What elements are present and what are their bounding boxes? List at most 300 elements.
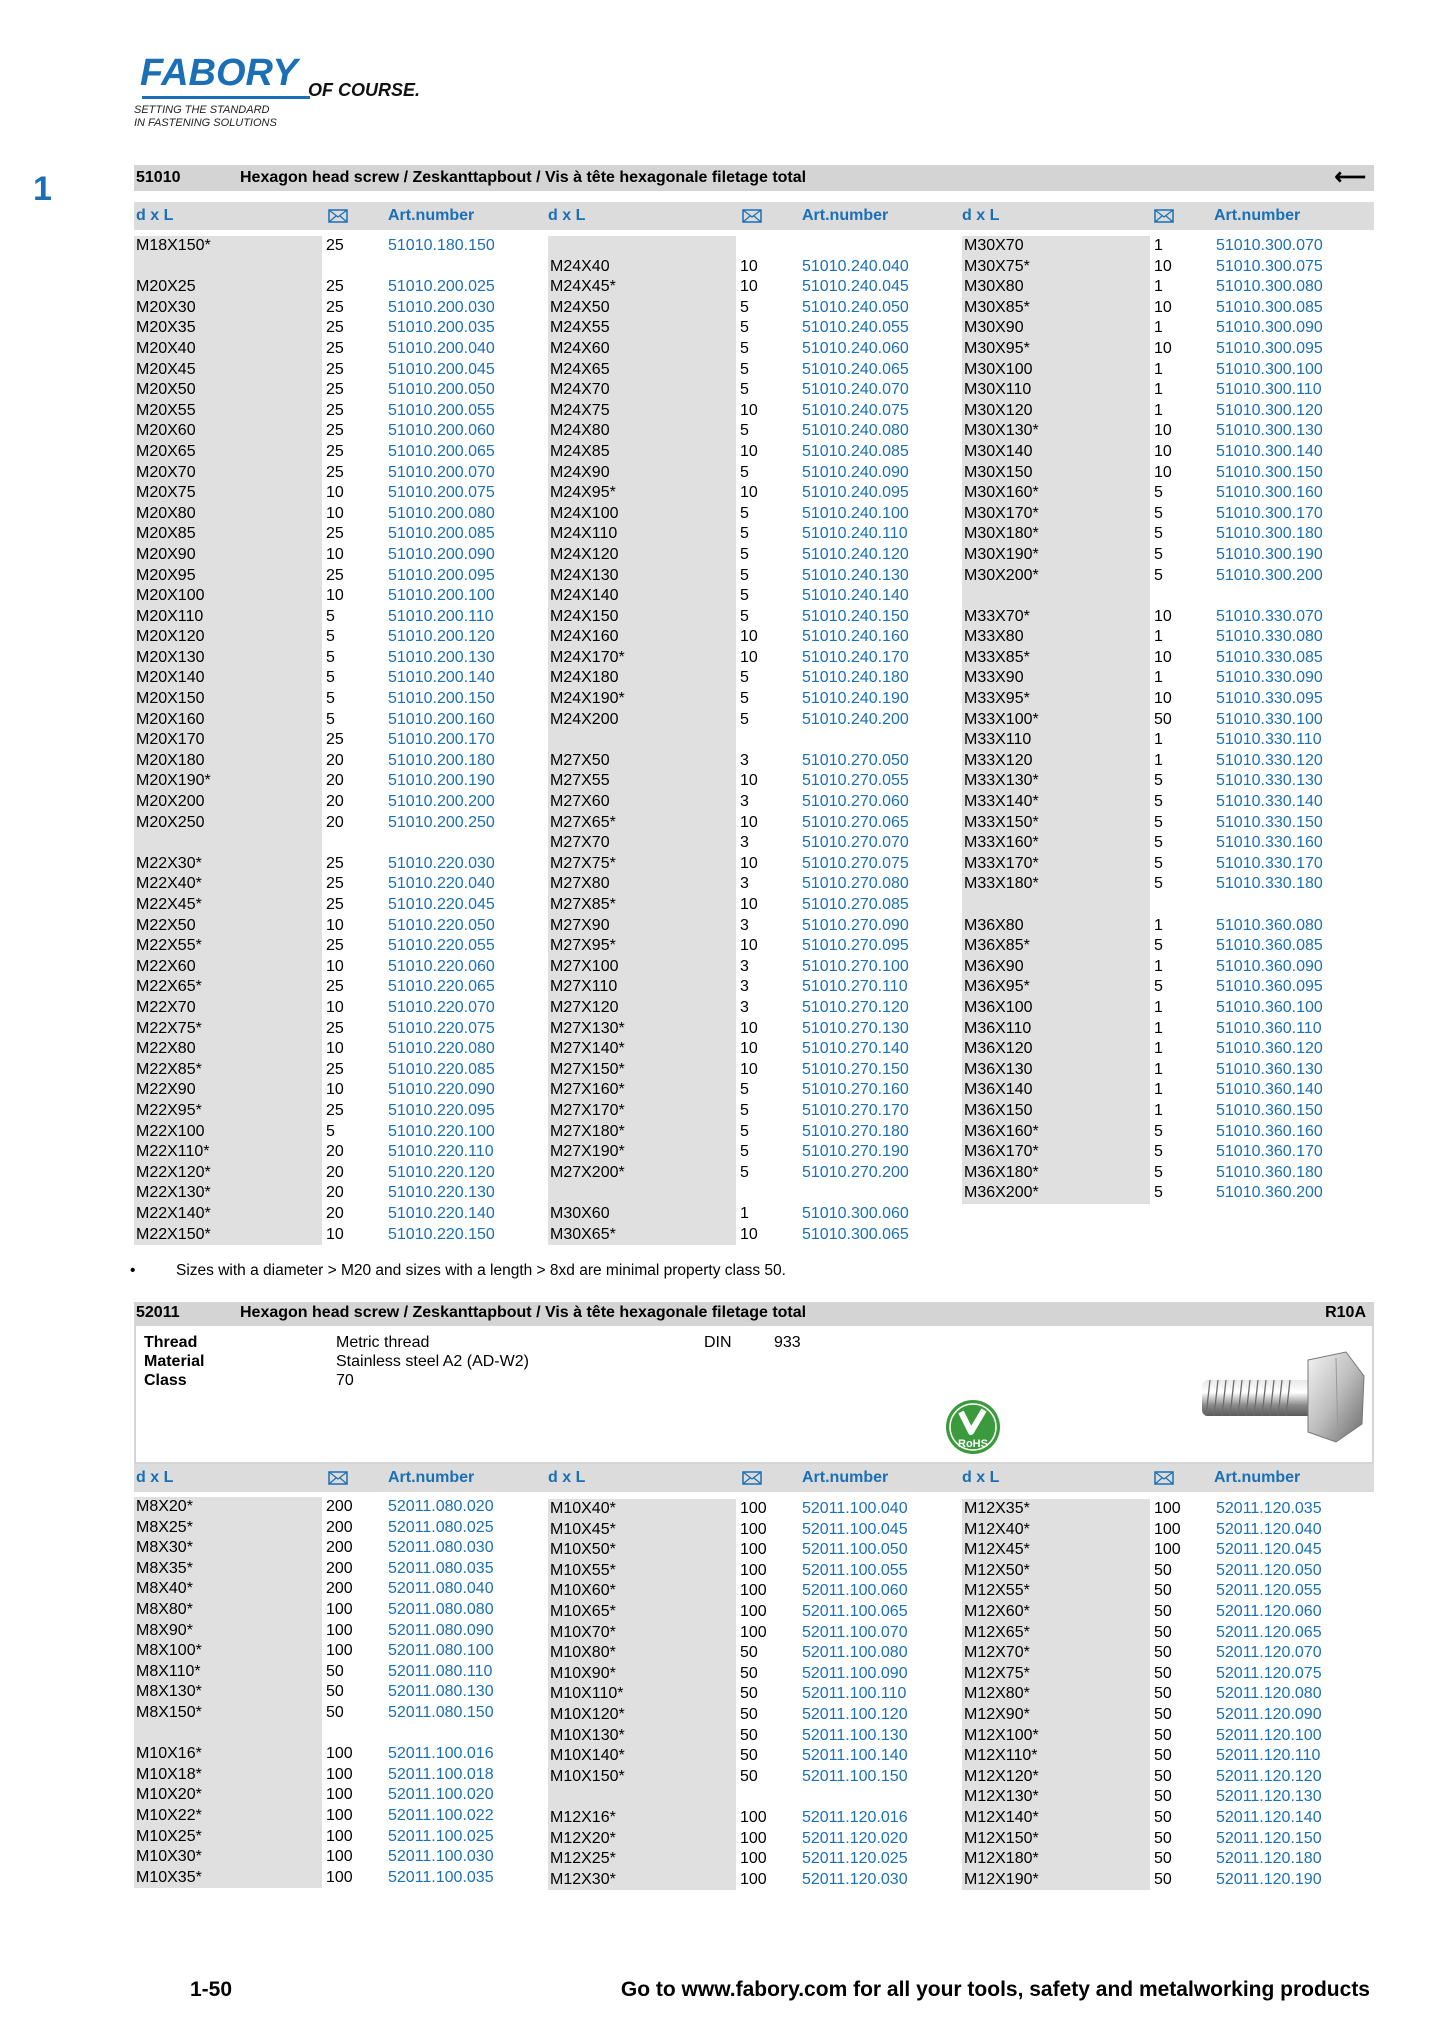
art-number-link[interactable]: 52011.120.060 <box>1216 1602 1322 1620</box>
art-number-link[interactable]: 51010.200.250 <box>388 813 495 831</box>
art-number-link[interactable]: 51010.330.100 <box>1216 710 1323 728</box>
table-row <box>548 318 960 339</box>
art-number-link[interactable]: 52011.120.075 <box>1216 1664 1322 1682</box>
art-number-link[interactable]: 52011.120.050 <box>1216 1561 1322 1579</box>
art-number-link[interactable]: 51010.360.180 <box>1216 1163 1323 1181</box>
art-number-link[interactable]: 51010.300.060 <box>802 1204 909 1222</box>
size-cell: M12X45* <box>964 1541 1030 1559</box>
quantity-cell: 10 <box>740 442 758 460</box>
table-row <box>134 1559 546 1580</box>
quantity-cell: 200 <box>326 1580 353 1598</box>
art-number-link[interactable]: 51010.330.080 <box>1216 628 1323 646</box>
art-number-link[interactable]: 51010.240.180 <box>802 669 909 687</box>
header-art-number: Art.number <box>802 1469 889 1486</box>
size-cell: M20X120 <box>136 628 205 646</box>
table-row <box>962 1829 1374 1850</box>
size-cell: M20X90 <box>136 545 196 563</box>
art-number-link[interactable]: 51010.200.045 <box>388 360 495 378</box>
art-number-link[interactable]: 51010.200.140 <box>388 669 495 687</box>
size-cell: M27X60 <box>550 793 610 811</box>
art-number-link[interactable]: 51010.330.150 <box>1216 813 1323 831</box>
quantity-cell: 1 <box>1154 401 1163 419</box>
quantity-cell: 5 <box>740 422 749 440</box>
size-cell: M8X80* <box>136 1600 193 1618</box>
art-number-link[interactable]: 51010.270.160 <box>802 1081 909 1099</box>
size-cell: M20X45 <box>136 360 196 378</box>
art-number-link[interactable]: 51010.360.110 <box>1216 1019 1322 1037</box>
art-number-link[interactable]: 51010.200.080 <box>388 504 495 522</box>
art-number-link[interactable]: 51010.200.150 <box>388 690 495 708</box>
table-row <box>962 936 1374 957</box>
art-number-link[interactable]: 51010.220.045 <box>388 896 495 913</box>
art-number-link[interactable]: 52011.100.020 <box>388 1786 494 1804</box>
art-number-link[interactable]: 52011.100.025 <box>388 1827 494 1845</box>
quantity-cell: 50 <box>1154 1850 1172 1868</box>
art-number-link[interactable]: 52011.100.060 <box>802 1582 908 1600</box>
rohs-icon <box>944 1398 1002 1456</box>
quantity-cell: 10 <box>1154 607 1172 625</box>
size-cell: M8X25* <box>136 1518 193 1536</box>
art-number-link[interactable]: 51010.200.180 <box>388 751 495 769</box>
art-number-link[interactable]: 51010.300.100 <box>1216 360 1323 378</box>
art-number-link[interactable]: 52011.120.190 <box>1216 1870 1322 1888</box>
art-number-link[interactable]: 51010.300.190 <box>1216 545 1323 563</box>
art-number-link[interactable]: 51010.220.130 <box>388 1184 495 1202</box>
art-number-link[interactable]: 51010.200.025 <box>388 278 495 296</box>
art-number-link[interactable]: 51010.220.030 <box>388 854 495 872</box>
table-row <box>134 936 546 957</box>
size-cell: M36X100 <box>964 998 1033 1016</box>
art-number-link[interactable]: 52011.100.040 <box>802 1500 908 1517</box>
header-dxl: d x L <box>548 207 586 224</box>
size-cell: M24X180 <box>550 669 619 687</box>
art-number-link[interactable]: 52011.100.016 <box>388 1745 494 1763</box>
art-number-link[interactable]: 52011.120.016 <box>802 1808 908 1826</box>
art-number-link[interactable]: 52011.120.110 <box>1216 1747 1321 1765</box>
art-number-link[interactable]: 51010.220.040 <box>388 875 495 893</box>
art-number-link[interactable]: 51010.200.035 <box>388 319 495 337</box>
size-cell: M27X150* <box>550 1060 625 1078</box>
quantity-cell: 50 <box>1154 1808 1172 1826</box>
quantity-cell: 5 <box>740 1101 749 1119</box>
art-number-link[interactable]: 51010.200.095 <box>388 566 495 584</box>
art-number-link[interactable]: 51010.270.095 <box>802 937 909 955</box>
art-number-link[interactable]: 51010.200.160 <box>388 710 495 728</box>
quantity-cell: 10 <box>740 772 758 790</box>
art-number-link[interactable]: 51010.300.140 <box>1216 442 1323 460</box>
art-number-link[interactable]: 51010.270.100 <box>802 957 909 975</box>
art-number-link[interactable]: 51010.200.190 <box>388 772 495 790</box>
size-cell: M24X65 <box>550 360 610 378</box>
art-number-link[interactable]: 51010.240.140 <box>802 587 909 605</box>
art-number-link[interactable]: 52011.080.080 <box>388 1600 494 1618</box>
art-number-link[interactable]: 52011.120.120 <box>1216 1767 1322 1785</box>
art-number-link[interactable]: 51010.200.170 <box>388 731 495 749</box>
art-number-link[interactable]: 51010.240.200 <box>802 710 909 728</box>
art-number-link[interactable]: 51010.220.070 <box>388 998 495 1016</box>
art-number-link[interactable]: 51010.200.120 <box>388 628 495 646</box>
art-number-link[interactable]: 51010.270.085 <box>802 896 909 913</box>
art-number-link[interactable]: 51010.240.040 <box>802 257 909 275</box>
art-number-link[interactable]: 51010.330.160 <box>1216 834 1323 852</box>
size-cell: M36X150 <box>964 1101 1033 1119</box>
art-number-link[interactable]: 51010.200.055 <box>388 401 495 419</box>
art-number-link[interactable]: 52011.080.035 <box>388 1559 494 1577</box>
art-number-link[interactable]: 52011.100.080 <box>802 1644 908 1662</box>
art-number-link[interactable]: 51010.330.095 <box>1216 690 1323 708</box>
art-number-link[interactable]: 52011.100.055 <box>802 1561 908 1579</box>
art-number-link[interactable]: 51010.360.160 <box>1216 1122 1323 1140</box>
table-row <box>134 895 546 916</box>
size-cell: M20X170 <box>136 731 205 749</box>
art-number-link[interactable]: 51010.270.075 <box>802 854 909 872</box>
art-number-link[interactable]: 51010.300.095 <box>1216 339 1323 357</box>
quantity-cell: 50 <box>740 1747 758 1765</box>
art-number-link[interactable]: 52011.080.110 <box>388 1662 493 1680</box>
table-row <box>962 1602 1374 1623</box>
art-number-link[interactable]: 51010.270.200 <box>802 1163 909 1181</box>
art-number-link[interactable]: 51010.300.090 <box>1216 319 1323 337</box>
quantity-cell: 1 <box>1154 998 1163 1016</box>
art-number-link[interactable]: 51010.330.140 <box>1216 793 1323 811</box>
art-number-link[interactable]: 51010.270.080 <box>802 875 909 893</box>
art-number-link[interactable]: 51010.200.085 <box>388 525 495 543</box>
section-title: Hexagon head screw / Zeskanttapbout / Vis à tête hexagonale filetage total <box>240 1304 807 1321</box>
art-number-link[interactable]: 51010.240.090 <box>802 463 909 481</box>
art-number-link[interactable]: 51010.270.090 <box>802 916 909 934</box>
size-cell: M27X190* <box>550 1143 625 1161</box>
art-number-link[interactable]: 51010.240.160 <box>802 628 909 646</box>
art-number-link[interactable]: 51010.200.200 <box>388 793 495 811</box>
art-number-link[interactable]: 52011.080.020 <box>388 1498 494 1515</box>
art-number-link[interactable]: 52011.120.100 <box>1216 1726 1322 1744</box>
quantity-cell: 50 <box>1154 1726 1172 1744</box>
art-number-link[interactable]: 51010.360.140 <box>1216 1081 1323 1099</box>
art-number-link[interactable]: 51010.330.090 <box>1216 669 1323 687</box>
size-cell: M30X130* <box>964 422 1039 440</box>
quantity-cell: 5 <box>326 1122 335 1140</box>
size-cell: M22X150* <box>136 1225 211 1243</box>
size-cell: M10X20* <box>136 1786 202 1804</box>
art-number-link[interactable]: 51010.360.130 <box>1216 1060 1323 1078</box>
table-row <box>548 257 960 278</box>
size-cell: M12X16* <box>550 1808 616 1826</box>
quantity-cell: 50 <box>326 1683 344 1701</box>
table-row <box>548 1520 960 1541</box>
size-cell: M33X160* <box>964 834 1039 852</box>
art-number-link[interactable]: 51010.300.200 <box>1216 566 1323 584</box>
art-number-link[interactable]: 51010.240.100 <box>802 504 909 522</box>
art-number-link[interactable]: 51010.240.080 <box>802 422 909 440</box>
size-cell: M12X40* <box>964 1520 1030 1538</box>
art-number-link[interactable]: 52011.120.035 <box>1216 1500 1322 1517</box>
art-number-link[interactable]: 51010.300.160 <box>1216 484 1323 502</box>
art-number-link[interactable]: 52011.120.180 <box>1216 1850 1322 1868</box>
quantity-cell: 10 <box>1154 648 1172 666</box>
art-number-link[interactable]: 51010.180.150 <box>388 237 495 254</box>
art-number-link[interactable]: 51010.240.070 <box>802 381 909 399</box>
art-number-link[interactable]: 51010.220.110 <box>388 1143 494 1161</box>
quantity-cell: 100 <box>1154 1500 1181 1517</box>
table-spacer-row <box>134 1724 546 1745</box>
art-number-link[interactable]: 51010.300.110 <box>1216 381 1322 399</box>
quantity-cell: 100 <box>326 1642 353 1660</box>
art-number-link[interactable]: 51010.360.100 <box>1216 998 1323 1016</box>
size-cell: M27X90 <box>550 916 610 934</box>
quantity-cell: 50 <box>1154 1602 1172 1620</box>
art-number-link[interactable]: 51010.220.085 <box>388 1060 495 1078</box>
art-number-link[interactable]: 52011.120.090 <box>1216 1705 1322 1723</box>
art-number-link[interactable]: 51010.220.120 <box>388 1163 495 1181</box>
art-number-link[interactable]: 51010.240.060 <box>802 339 909 357</box>
art-number-link[interactable]: 52011.100.018 <box>388 1765 494 1783</box>
art-number-link[interactable]: 51010.220.060 <box>388 957 495 975</box>
quantity-cell: 5 <box>740 669 749 687</box>
art-number-link[interactable]: 51010.220.075 <box>388 1019 495 1037</box>
art-number-link[interactable]: 52011.080.090 <box>388 1621 494 1639</box>
size-cell: M20X35 <box>136 319 196 337</box>
quantity-cell: 10 <box>326 998 344 1016</box>
art-number-link[interactable]: 51010.270.070 <box>802 834 909 852</box>
size-cell: M30X65* <box>550 1225 616 1243</box>
size-cell: M22X130* <box>136 1184 211 1202</box>
table-row <box>134 1600 546 1621</box>
art-number-link[interactable]: 52011.120.025 <box>802 1850 908 1868</box>
table-row <box>962 1561 1374 1582</box>
art-number-link[interactable]: 51010.220.150 <box>388 1225 495 1243</box>
art-number-link[interactable]: 51010.360.200 <box>1216 1184 1323 1202</box>
art-number-link[interactable]: 52011.100.090 <box>802 1664 908 1682</box>
art-number-link[interactable]: 52011.120.130 <box>1216 1788 1322 1806</box>
art-number-link[interactable]: 51010.240.110 <box>802 525 908 543</box>
art-number-link[interactable]: 52011.100.022 <box>388 1806 494 1824</box>
art-number-link[interactable]: 52011.100.110 <box>802 1685 907 1703</box>
material-label: Material <box>144 1353 205 1370</box>
art-number-link[interactable]: 52011.120.040 <box>1216 1520 1322 1538</box>
art-number-link[interactable]: 52011.120.055 <box>1216 1582 1322 1600</box>
art-number-link[interactable]: 51010.200.040 <box>388 339 495 357</box>
art-number-link[interactable]: 51010.240.190 <box>802 690 909 708</box>
art-number-link[interactable]: 51010.200.075 <box>388 484 495 502</box>
art-number-link[interactable]: 51010.300.080 <box>1216 278 1323 296</box>
art-number-link[interactable]: 51010.240.075 <box>802 401 909 419</box>
art-number-link[interactable]: 52011.100.070 <box>802 1623 908 1641</box>
table-row <box>548 833 960 854</box>
art-number-link[interactable]: 51010.240.050 <box>802 298 909 316</box>
table-row <box>962 916 1374 937</box>
back-arrow-icon[interactable]: ⟵ <box>1334 164 1366 189</box>
art-number-link[interactable]: 51010.300.170 <box>1216 504 1323 522</box>
art-number-link[interactable]: 52011.100.130 <box>802 1726 908 1744</box>
art-number-link[interactable]: 52011.100.150 <box>802 1767 908 1785</box>
art-number-link[interactable]: 51010.270.120 <box>802 998 909 1016</box>
art-number-link[interactable]: 52011.080.150 <box>388 1703 494 1721</box>
art-number-link[interactable]: 51010.270.180 <box>802 1122 909 1140</box>
quantity-cell: 25 <box>326 278 344 296</box>
art-number-link[interactable]: 51010.360.150 <box>1216 1101 1323 1119</box>
art-number-link[interactable]: 52011.100.045 <box>802 1520 908 1538</box>
size-cell: M36X140 <box>964 1081 1033 1099</box>
art-number-link[interactable]: 51010.200.090 <box>388 545 495 563</box>
art-number-link[interactable]: 51010.360.095 <box>1216 978 1323 996</box>
table-row <box>134 545 546 566</box>
quantity-cell: 5 <box>740 1143 749 1161</box>
quantity-cell: 5 <box>740 710 749 728</box>
header-art-number: Art.number <box>388 1469 475 1486</box>
art-number-link[interactable]: 51010.220.090 <box>388 1081 495 1099</box>
quantity-cell: 10 <box>326 1081 344 1099</box>
art-number-link[interactable]: 51010.240.085 <box>802 442 909 460</box>
art-number-link[interactable]: 51010.220.140 <box>388 1204 495 1222</box>
art-number-link[interactable]: 52011.120.070 <box>1216 1644 1322 1662</box>
art-number-link[interactable]: 52011.120.045 <box>1216 1541 1322 1559</box>
art-number-link[interactable]: 51010.240.065 <box>802 360 909 378</box>
quantity-cell: 100 <box>740 1602 767 1620</box>
art-number-link[interactable]: 51010.270.140 <box>802 1040 909 1058</box>
art-number-link[interactable]: 51010.300.120 <box>1216 401 1323 419</box>
art-number-link[interactable]: 51010.240.055 <box>802 319 909 337</box>
art-number-link[interactable]: 51010.360.080 <box>1216 916 1323 934</box>
art-number-link[interactable]: 51010.200.060 <box>388 422 495 440</box>
art-number-link[interactable]: 51010.300.130 <box>1216 422 1323 440</box>
art-number-link[interactable]: 51010.220.065 <box>388 978 495 996</box>
size-cell: M36X160* <box>964 1122 1039 1140</box>
quantity-cell: 5 <box>740 607 749 625</box>
art-number-link[interactable]: 52011.100.030 <box>388 1848 494 1866</box>
art-number-link[interactable]: 51010.240.120 <box>802 545 909 563</box>
rohs-label: RoHS <box>958 1438 988 1450</box>
art-number-link[interactable]: 52011.080.040 <box>388 1580 494 1598</box>
quantity-cell: 5 <box>1154 854 1163 872</box>
size-cell: M27X70 <box>550 834 610 852</box>
table-row <box>962 751 1374 772</box>
table-row <box>548 1726 960 1747</box>
size-cell: M22X60 <box>136 957 196 975</box>
table-row <box>962 813 1374 834</box>
art-number-link[interactable]: 51010.270.190 <box>802 1143 909 1161</box>
art-number-link[interactable]: 51010.200.130 <box>388 648 495 666</box>
quantity-cell: 10 <box>740 937 758 955</box>
art-number-link[interactable]: 51010.360.090 <box>1216 957 1323 975</box>
art-number-link[interactable]: 51010.240.045 <box>802 278 909 296</box>
art-number-link[interactable]: 51010.300.085 <box>1216 298 1323 316</box>
art-number-link[interactable]: 51010.200.110 <box>388 607 494 625</box>
art-number-link[interactable]: 51010.270.170 <box>802 1101 909 1119</box>
art-number-link[interactable]: 51010.220.050 <box>388 916 495 934</box>
size-cell: M24X140 <box>550 587 619 605</box>
art-number-link[interactable]: 52011.100.065 <box>802 1602 908 1620</box>
art-number-link[interactable]: 51010.330.170 <box>1216 854 1323 872</box>
art-number-link[interactable]: 51010.330.085 <box>1216 648 1323 666</box>
art-number-link[interactable]: 51010.330.180 <box>1216 875 1323 893</box>
quantity-cell: 50 <box>740 1726 758 1744</box>
art-number-link[interactable]: 51010.330.130 <box>1216 772 1323 790</box>
quantity-cell: 50 <box>1154 1685 1172 1703</box>
art-number-link[interactable]: 51010.240.150 <box>802 607 909 625</box>
quantity-cell: 10 <box>1154 690 1172 708</box>
size-cell: M33X70* <box>964 607 1030 625</box>
art-number-link[interactable]: 52011.080.030 <box>388 1539 494 1557</box>
size-cell: M27X130* <box>550 1019 625 1037</box>
art-number-link[interactable]: 52011.120.150 <box>1216 1829 1322 1847</box>
art-number-link[interactable]: 51010.200.070 <box>388 463 495 481</box>
art-number-link[interactable]: 51010.360.085 <box>1216 937 1323 955</box>
size-cell: M30X95* <box>964 339 1030 357</box>
size-cell: M30X190* <box>964 545 1039 563</box>
art-number-link[interactable]: 52011.100.035 <box>388 1868 494 1886</box>
quantity-cell: 3 <box>740 875 749 893</box>
art-number-link[interactable]: 52011.120.140 <box>1216 1808 1322 1826</box>
art-number-link[interactable]: 51010.240.130 <box>802 566 909 584</box>
art-number-link[interactable]: 51010.270.130 <box>802 1019 909 1037</box>
art-number-link[interactable]: 51010.200.050 <box>388 381 495 399</box>
art-number-link[interactable]: 51010.300.070 <box>1216 237 1323 254</box>
art-number-link[interactable]: 52011.120.065 <box>1216 1623 1322 1641</box>
size-cell: M20X200 <box>136 793 205 811</box>
art-number-link[interactable]: 52011.080.130 <box>388 1683 494 1701</box>
art-number-link[interactable]: 51010.360.170 <box>1216 1143 1323 1161</box>
art-number-link[interactable]: 52011.120.020 <box>802 1829 908 1847</box>
art-number-link[interactable]: 51010.240.170 <box>802 648 909 666</box>
quantity-cell: 10 <box>740 1060 758 1078</box>
quantity-cell: 100 <box>740 1582 767 1600</box>
art-number-link[interactable]: 51010.330.120 <box>1216 751 1323 769</box>
art-number-link[interactable]: 51010.220.080 <box>388 1040 495 1058</box>
art-number-link[interactable]: 52011.080.025 <box>388 1518 494 1536</box>
table-row <box>548 627 960 648</box>
art-number-link[interactable]: 51010.270.050 <box>802 751 909 769</box>
art-number-link[interactable]: 51010.240.095 <box>802 484 909 502</box>
art-number-link[interactable]: 51010.270.060 <box>802 793 909 811</box>
table-row <box>134 401 546 422</box>
art-number-link[interactable]: 51010.220.095 <box>388 1101 495 1119</box>
art-number-link[interactable]: 51010.270.065 <box>802 813 909 831</box>
size-cell: M27X110 <box>550 978 618 996</box>
quantity-cell: 5 <box>1154 1163 1163 1181</box>
art-number-link[interactable]: 51010.220.055 <box>388 937 495 955</box>
art-number-link[interactable]: 52011.120.030 <box>802 1870 908 1888</box>
art-number-link[interactable]: 51010.360.120 <box>1216 1040 1323 1058</box>
art-number-link[interactable]: 52011.080.100 <box>388 1642 494 1660</box>
art-number-link[interactable]: 52011.100.050 <box>802 1541 908 1559</box>
size-cell: M30X80 <box>964 278 1024 296</box>
art-number-link[interactable]: 51010.300.075 <box>1216 257 1323 275</box>
art-number-link[interactable]: 51010.200.065 <box>388 442 495 460</box>
quantity-cell: 5 <box>740 298 749 316</box>
art-number-link[interactable]: 51010.220.100 <box>388 1122 495 1140</box>
art-number-link[interactable]: 51010.300.065 <box>802 1225 909 1243</box>
size-cell: M22X100 <box>136 1122 205 1140</box>
art-number-link[interactable]: 51010.200.030 <box>388 298 495 316</box>
size-cell: M8X110* <box>136 1662 201 1680</box>
art-number-link[interactable]: 51010.330.110 <box>1216 731 1322 749</box>
art-number-link[interactable]: 51010.270.055 <box>802 772 909 790</box>
art-number-link[interactable]: 52011.100.140 <box>802 1747 908 1765</box>
art-number-link[interactable]: 52011.120.080 <box>1216 1685 1322 1703</box>
quantity-cell: 10 <box>1154 463 1172 481</box>
art-number-link[interactable]: 51010.330.070 <box>1216 607 1323 625</box>
art-number-link[interactable]: 51010.200.100 <box>388 587 495 605</box>
art-number-link[interactable]: 51010.300.150 <box>1216 463 1323 481</box>
art-number-link[interactable]: 52011.100.120 <box>802 1705 908 1723</box>
quantity-cell: 10 <box>326 504 344 522</box>
art-number-link[interactable]: 51010.300.180 <box>1216 525 1323 543</box>
table-column <box>548 1499 960 1890</box>
quantity-cell: 5 <box>740 525 749 543</box>
art-number-link[interactable]: 51010.270.110 <box>802 978 908 996</box>
quantity-cell: 5 <box>740 566 749 584</box>
art-number-link[interactable]: 51010.270.150 <box>802 1060 909 1078</box>
